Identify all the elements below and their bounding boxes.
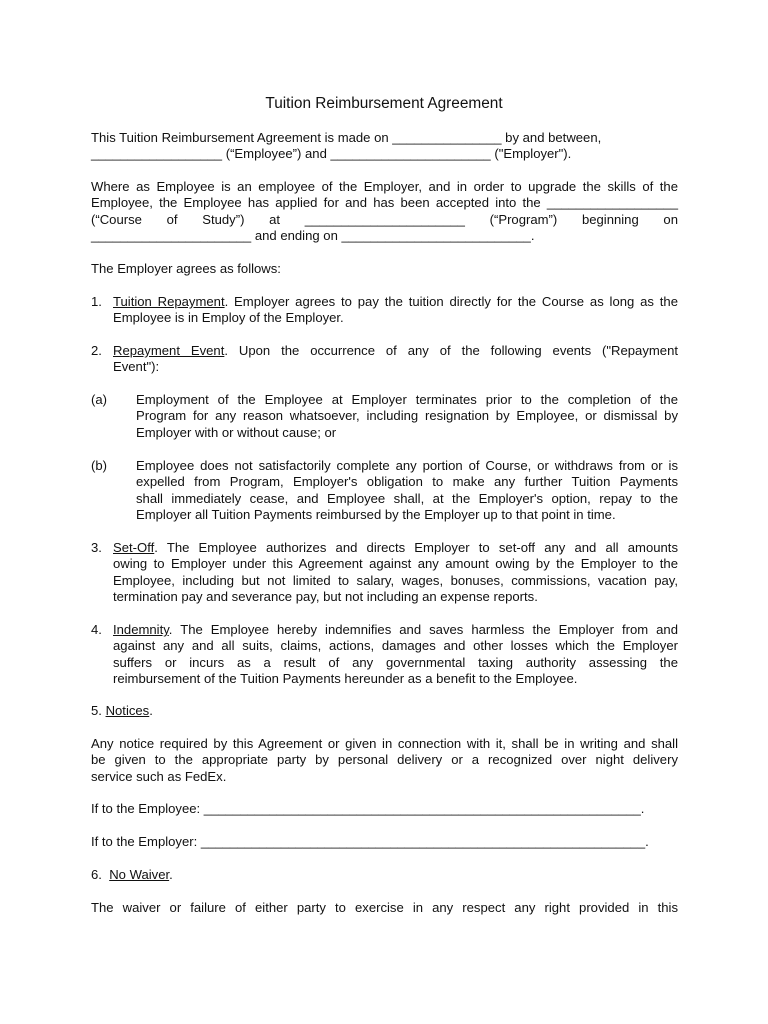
section-5-period: . [149,703,153,718]
subsection-b-line-3: shall immediately cease, and Employee shall, at the Employer's option, repay to the [136,490,678,506]
document-title: Tuition Reimbursement Agreement [265,95,503,112]
whereas-paragraph [91,179,678,245]
whereas-line-3: (“Course of Study”) at ______________________ (“Program”) beginning on [91,211,678,227]
section-6-period: . [169,867,173,882]
whereas-line-2: Employee, the Employee has applied for and has been accepted into the __________________ [91,195,678,211]
subsection-b-line-2: expelled from Program, Employer's obligation to make any further Tuition Payments [136,474,678,490]
notice-line-3: service such as FedEx. [91,768,227,784]
section-6-heading: No Waiver [109,867,170,882]
subsection-a-text [136,392,678,441]
section-3-line-1-text: . The Employee authorizes and directs Employer to set-off any and all amounts [154,540,678,555]
intro-line-2: __________________ (“Employee”) and ______________________ ("Employer"). [91,146,572,162]
section-3-number: 3. [91,540,102,555]
subsection-b-line-1: Employee does not satisfactorily complete any portion of Course, or withdraws from or is [136,458,678,473]
section-2-text [113,343,678,376]
section-5-heading: Notices [105,703,150,718]
subsection-b-label: (b) [91,458,108,473]
section-3-line-4: termination pay and severance pay, but not including an expense reports. [113,589,538,605]
subsection-b-line-4: Employer all Tuition Payments reimbursed by the Employer up to that point in time. [136,507,616,523]
subsection-a-line-3: Employer with or without cause; or [136,424,337,440]
subsection-b-text [136,458,678,524]
intro-line-1: This Tuition Reimbursement Agreement is made on _______________ by and between, [91,130,602,145]
section-2-heading: Repayment Event [113,343,225,358]
waiver-paragraph [91,900,678,916]
notice-line-2: be given to the appropriate party by personal delivery or a recognized over night delivery [91,752,678,768]
section-3-line-1 [113,540,678,556]
section-5-heading-line [91,703,678,719]
section-1-text [113,294,678,327]
section-4-line-4: reimbursement of the Tuition Payments hereunder as a benefit to the Employee. [113,671,578,687]
notify-employee-line: If to the Employee: ____________________________________________________________. [91,801,645,816]
section-2-line-1 [113,343,678,359]
section-4-line-2: against any and all suits, claims, actions, damages and other losses which the Employer [113,638,678,654]
section-3-text [113,540,678,606]
section-4-number: 4. [91,622,102,637]
agrees-line: The Employer agrees as follows: [91,261,281,276]
section-4-line-1-text: . The Employee hereby indemnifies and saves harmless the Employer from and [168,622,678,637]
intro-paragraph [91,130,678,163]
subsection-a-line-1: Employment of the Employee at Employer terminates prior to the completion of the [136,392,678,407]
notify-employer-line: If to the Employer: _____________________________________________________________. [91,834,649,849]
whereas-line-4: ______________________ and ending on __________________________. [91,228,535,244]
section-3-line-3: Employee, including but not limited to salary, wages, bonuses, commissions, vacation pay, [113,572,678,588]
section-5-number: 5. [91,703,102,718]
section-6-heading-line [91,867,678,883]
section-2-number: 2. [91,343,102,358]
section-3-line-2: owing to Employer under this Agreement against any amount owing by the Employer to the [113,556,678,572]
section-2-line-1-text: . Upon the occurrence of any of the following events ("Repayment [224,343,678,358]
section-1-line-2: Employee is in Employ of the Employer. [113,310,344,326]
section-1-heading: Tuition Repayment [113,294,225,309]
section-2-line-2: Event"): [113,359,160,375]
section-4-text [113,622,678,688]
section-4-line-3: suffers or incurs as a result of any governmental taxing authority assessing the [113,654,678,670]
waiver-line-1: The waiver or failure of either party to exercise in any respect any right provided in this [91,900,678,915]
subsection-a-label: (a) [91,392,108,407]
whereas-line-1: Where as Employee is an employee of the Employer, and in order to upgrade the skills of the [91,179,678,194]
section-4-line-1 [113,622,678,638]
section-1-line-1-text: . Employer agrees to pay the tuition directly for the Course as long as the [224,294,678,309]
section-3-heading: Set-Off [113,540,155,555]
section-4-heading: Indemnity [113,622,169,637]
notice-paragraph [91,736,678,785]
notice-line-1: Any notice required by this Agreement or given in connection with it, shall be in writing and shall [91,736,678,751]
subsection-a-line-2: Program for any reason whatsoever, including resignation by Employee, or dismissal by [136,408,678,424]
section-6-number: 6. [91,867,102,882]
section-1-line-1 [113,294,678,310]
section-1-number: 1. [91,294,102,309]
